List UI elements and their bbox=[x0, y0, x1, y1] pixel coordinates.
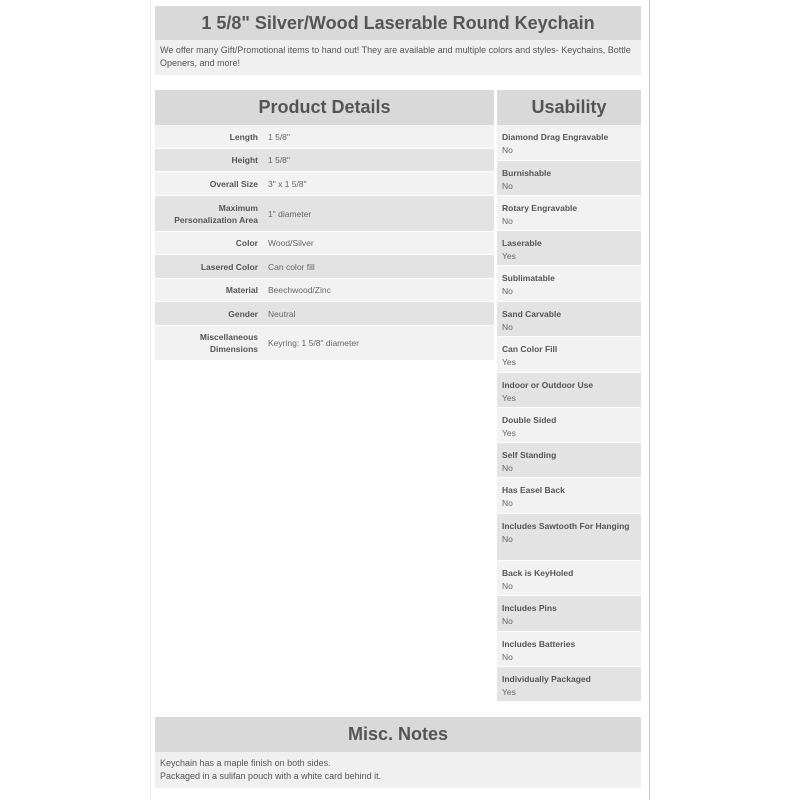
usability-row bbox=[497, 561, 641, 596]
usability-row bbox=[497, 443, 641, 478]
detail-value: Keyring: 1 5/8" diameter bbox=[268, 338, 359, 348]
usability-label: Includes Sawtooth For Hanging bbox=[502, 521, 630, 531]
detail-label: Overall Size bbox=[209, 178, 258, 189]
misc-notes-heading: Misc. Notes bbox=[155, 717, 641, 752]
misc-notes-section bbox=[155, 717, 641, 788]
detail-row bbox=[155, 125, 494, 149]
detail-row bbox=[155, 172, 494, 196]
usability-value: Yes bbox=[502, 687, 516, 697]
detail-label: Height bbox=[231, 155, 258, 165]
usability-value: No bbox=[502, 322, 513, 332]
usability-label: Self Standing bbox=[502, 450, 557, 460]
usability-row bbox=[497, 337, 641, 373]
usability-row bbox=[497, 161, 641, 196]
detail-row bbox=[155, 232, 494, 255]
usability-value: No bbox=[502, 463, 513, 473]
usability-heading: Usability bbox=[497, 90, 641, 125]
usability-label: Sublimatable bbox=[502, 273, 555, 283]
usability-row bbox=[497, 302, 641, 337]
product-header bbox=[155, 6, 641, 75]
usability-value: No bbox=[502, 581, 513, 591]
detail-row bbox=[155, 302, 494, 326]
usability-label: Sand Carvable bbox=[502, 309, 562, 319]
usability-label: Indoor or Outdoor Use bbox=[502, 380, 594, 390]
usability-row bbox=[497, 596, 641, 632]
usability-label: Has Easel Back bbox=[502, 485, 565, 495]
usability-row bbox=[497, 266, 641, 302]
detail-value: 3" x 1 5/8" bbox=[268, 178, 307, 189]
usability-label: Laserable bbox=[502, 238, 542, 248]
detail-value: 1 5/8" bbox=[268, 155, 290, 165]
usability-value: No bbox=[502, 652, 513, 662]
detail-value: 1 5/8" bbox=[268, 131, 290, 142]
detail-label: Color bbox=[235, 238, 258, 248]
misc-note-line: Keychain has a maple finish on both sides. bbox=[160, 758, 331, 768]
usability-row bbox=[497, 231, 641, 266]
usability-value: No bbox=[502, 498, 513, 508]
usability-value: No bbox=[502, 181, 513, 191]
usability-value: No bbox=[502, 145, 513, 155]
product-details-table bbox=[155, 125, 494, 361]
usability-label: Burnishable bbox=[502, 168, 552, 178]
misc-notes-body bbox=[155, 752, 641, 788]
usability-value: No bbox=[502, 534, 513, 544]
detail-row bbox=[155, 255, 494, 279]
usability-row bbox=[497, 514, 641, 561]
product-details-heading: Product Details bbox=[155, 90, 494, 125]
detail-value: Beechwood/Zinc bbox=[268, 285, 331, 295]
detail-value: Can color fill bbox=[268, 261, 315, 272]
usability-row bbox=[497, 373, 641, 408]
usability-value: Yes bbox=[502, 251, 516, 261]
detail-label: Length bbox=[229, 131, 258, 142]
usability-value: No bbox=[502, 616, 513, 626]
usability-label: Can Color Fill bbox=[502, 344, 558, 354]
usability-row bbox=[497, 196, 641, 231]
usability-value: Yes bbox=[502, 393, 516, 403]
product-title: 1 5/8" Silver/Wood Laserable Round Keychain bbox=[155, 6, 641, 40]
detail-row bbox=[155, 326, 494, 361]
detail-value: 1" diameter bbox=[268, 208, 312, 219]
misc-note-line: Packaged in a sulifan pouch with a white card behind it. bbox=[160, 771, 382, 781]
usability-row bbox=[497, 478, 641, 514]
detail-label: Miscellaneous Dimensions bbox=[199, 332, 258, 354]
usability-row bbox=[497, 667, 641, 702]
usability-value: No bbox=[502, 216, 513, 226]
usability-label: Rotary Engravable bbox=[502, 203, 578, 213]
usability-label: Includes Batteries bbox=[502, 639, 576, 649]
usability-row bbox=[497, 408, 641, 443]
product-description: We offer many Gift/Promotional items to hand out! They are available and multiple colors and styles- Keychains, Bottle Openers, and more! bbox=[155, 40, 641, 75]
usability-label: Double Sided bbox=[502, 415, 557, 425]
detail-label: Lasered Color bbox=[200, 261, 258, 272]
usability-label: Diamond Drag Engravable bbox=[502, 132, 609, 142]
detail-value: Wood/Silver bbox=[268, 238, 314, 248]
usability-row bbox=[497, 125, 641, 161]
usability-label: Includes Pins bbox=[502, 603, 557, 613]
detail-label: Gender bbox=[228, 308, 258, 319]
detail-label: Maximum Personalization Area bbox=[174, 202, 258, 225]
usability-label: Back is KeyHoled bbox=[502, 568, 574, 578]
usability-label: Individually Packaged bbox=[502, 674, 591, 684]
detail-row bbox=[155, 149, 494, 172]
product-details-section bbox=[155, 90, 494, 361]
detail-row bbox=[155, 279, 494, 302]
usability-value: Yes bbox=[502, 357, 516, 367]
usability-value: Yes bbox=[502, 428, 516, 438]
usability-row bbox=[497, 632, 641, 667]
usability-list bbox=[497, 125, 641, 702]
detail-value: Neutral bbox=[268, 308, 296, 319]
usability-value: No bbox=[502, 286, 513, 296]
usability-section bbox=[497, 90, 641, 702]
detail-label: Material bbox=[225, 285, 258, 295]
detail-row bbox=[155, 196, 494, 232]
